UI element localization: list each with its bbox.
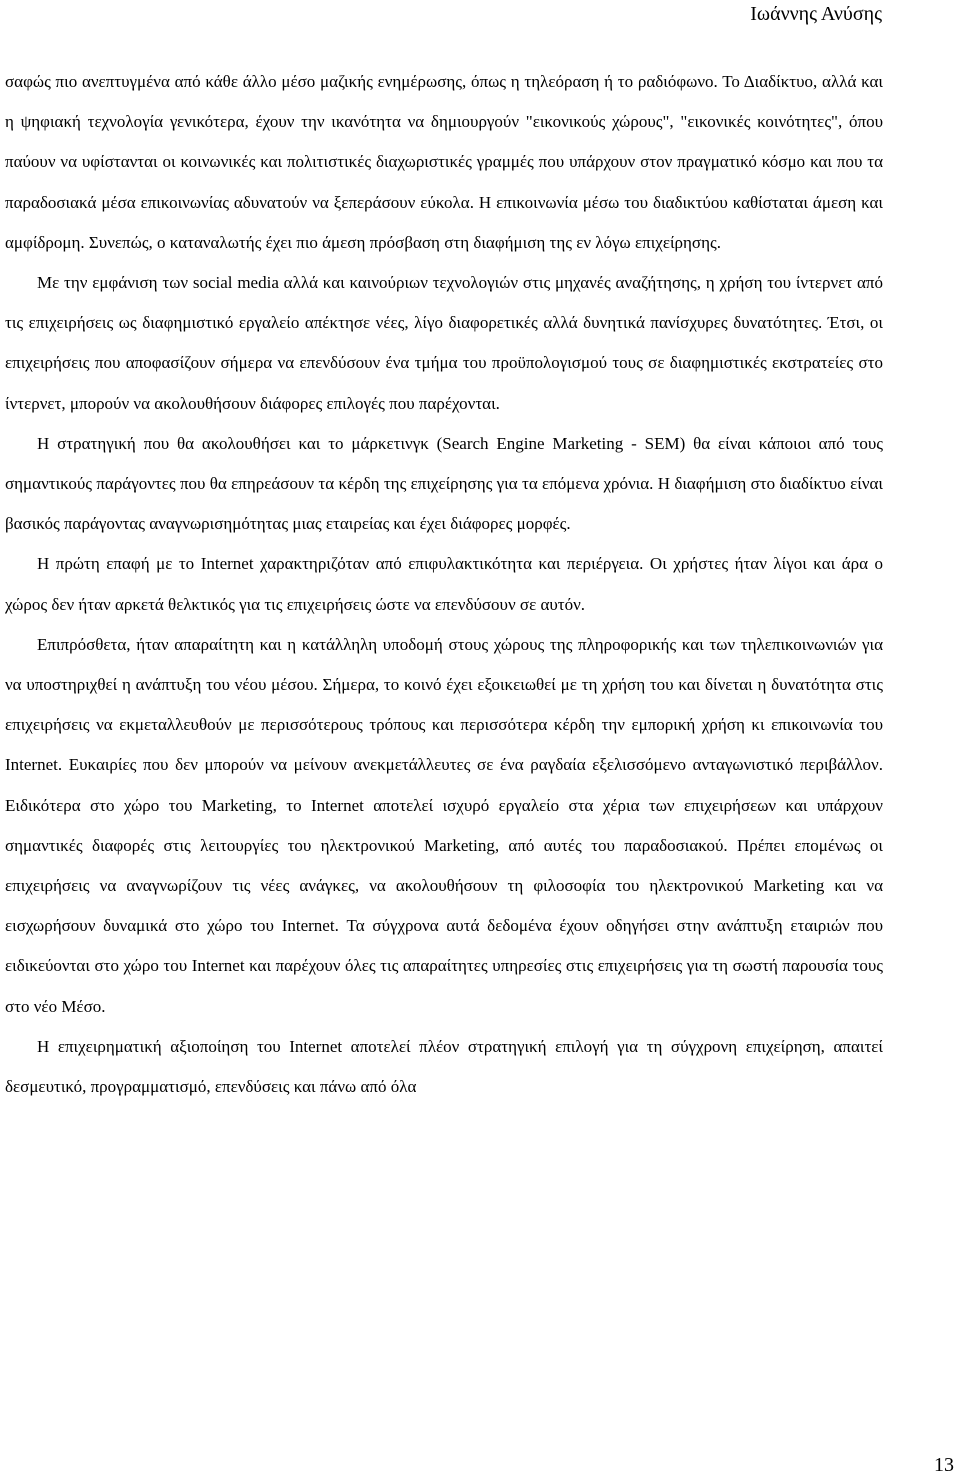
paragraph-2: Με την εμφάνιση των social media αλλά και καινούριων τεχνολογιών στις μηχανές αναζήτησης, η χρήση του ίντερνετ από τις επιχειρήσεις ως διαφημιστικό εργαλείο απέκτησε νέες, λίγο διαφορετικές αλλά δυνητικά πανίσχυρες δυνατότητες. Έτσι, οι επιχειρήσεις που αποφασίζουν σήμερα να επενδύσουν ένα τμήμα του προϋπολογισμού τους σε διαφημιστικές εκστρατείες στο ίντερνετ, μπορούν να ακολουθήσουν διάφορες επιλογές που παρέχονται. [5, 273, 883, 413]
paragraph-4: Η πρώτη επαφή με το Internet χαρακτηριζόταν από επιφυλακτικότητα και περιέργεια. Οι χρήστες ήταν λίγοι και άρα ο χώρος δεν ήταν αρκετά θελκτικός για τις επιχειρήσεις ώστε να επενδύσουν σε αυτόν. [5, 554, 883, 614]
paragraph-5: Επιπρόσθετα, ήταν απαραίτητη και η κατάλληλη υποδομή στους χώρους της πληροφορικής και των τηλεπικοινωνιών για να υποστηριχθεί η ανάπτυξη του νέου μέσου. Σήμερα, το κοινό έχει εξοικειωθεί με τη χρήση του και δίνεται η δυνατότητα στις επιχειρήσεις να εκμεταλλευθούν με περισσότερους τρόπους και περισσότερα κέρδη την εμπορική χρήση κι επικοινωνία του Internet. Ευκαιρίες που δεν μπορούν να μείνουν ανεκμετάλλευτες σε ένα ραγδαία εξελισσόμενο ανταγωνιστικό περιβάλλον. Ειδικότερα στο χώρο του Marketing, το Internet αποτελεί ισχυρό εργαλείο στα χέρια των επιχειρήσεων και υπάρχουν σημαντικές διαφορές στις λειτουργίες του ηλεκτρονικού Marketing, από αυτές του παραδοσιακού. Πρέπει επομένως οι επιχειρήσεις να αναγνωρίζουν τις νέες ανάγκες, να ακολουθήσουν τη φιλοσοφία του ηλεκτρονικού Marketing και να εισχωρήσουν δυναμικά στο χώρο του Internet. Τα σύγχρονα αυτά δεδομένα έχουν οδηγήσει στην ανάπτυξη εταιριών που ειδικεύονται στο χώρο του Internet και παρέχουν όλες τις απαραίτητες υπηρεσίες στις επιχειρήσεις για τη σωστή παρουσία τους στο νέο Μέσο. [5, 634, 883, 1016]
document-body [5, 62, 883, 1107]
page-number: 13 [934, 1454, 954, 1476]
paragraph-3: Η στρατηγική που θα ακολουθήσει και το μάρκετινγκ (Search Engine Marketing - SEM) θα είναι κάποιοι από τους σημαντικούς παράγοντες που θα επηρεάσουν τα κέρδη της επιχείρησης για τα επόμενα χρόνια. Η διαφήμιση στο διαδίκτυο είναι βασικός παράγοντας αναγνωρισημότητας μιας εταιρείας και έχει διάφορες μορφές. [5, 433, 883, 534]
paragraph-1: σαφώς πιο ανεπτυγμένα από κάθε άλλο μέσο μαζικής ενημέρωσης, όπως η τηλεόραση ή το ραδιόφωνο. Το Διαδίκτυο, αλλά και η ψηφιακή τεχνολογία γενικότερα, έχουν την ικανότητα να δημιουργούν "εικονικούς χώρους", "εικονικές κοινότητες", όπου παύουν να υφίστανται οι κοινωνικές και πολιτιστικές διαχωριστικές γραμμές που υπάρχουν στον πραγματικό κόσμο και που τα παραδοσιακά μέσα επικοινωνίας αδυνατούν να ξεπεράσουν εύκολα. Η επικοινωνία μέσω του διαδικτύου καθίσταται άμεση και αμφίδρομη. Συνεπώς, ο καταναλωτής έχει πιο άμεση πρόσβαση στη διαφήμιση της εν λόγω επιχείρησης. [5, 72, 883, 252]
paragraph-6: Η επιχειρηματική αξιοποίηση του Internet αποτελεί πλέον στρατηγική επιλογή για τη σύγχρονη επιχείρηση, απαιτεί δεσμευτικό, προγραμματισμό, επενδύσεις και πάνω από όλα [5, 1036, 883, 1097]
running-header-author: Ιωάννης Ανύσης [750, 3, 882, 25]
